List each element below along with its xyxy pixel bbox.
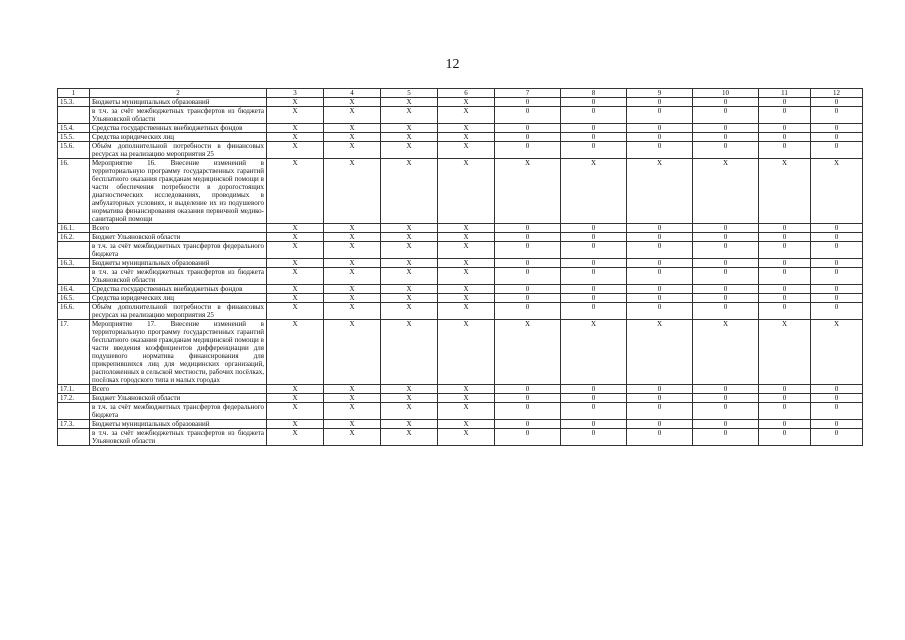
value-cell: 0 — [811, 259, 863, 268]
value-cell: 0 — [759, 133, 811, 142]
value-cell: 0 — [693, 268, 759, 285]
value-cell: X — [267, 394, 324, 403]
row-label: Средства государственных внебюджетных фондов — [90, 285, 267, 294]
header-cell: 7 — [495, 89, 561, 98]
value-cell: 0 — [495, 303, 561, 320]
header-cell: 10 — [693, 89, 759, 98]
value-cell: X — [267, 224, 324, 233]
table-row — [58, 242, 863, 259]
row-number: 17. — [58, 320, 90, 385]
row-number: 17.3. — [58, 420, 90, 429]
value-cell: 0 — [561, 385, 627, 394]
value-cell: X — [267, 133, 324, 142]
value-cell: 0 — [693, 98, 759, 107]
value-cell: 0 — [759, 285, 811, 294]
row-label: Средства юридических лиц — [90, 294, 267, 303]
value-cell: X — [381, 403, 438, 420]
value-cell: X — [438, 429, 495, 446]
value-cell: X — [381, 420, 438, 429]
row-number — [58, 403, 90, 420]
value-cell: 0 — [627, 303, 693, 320]
table-row — [58, 294, 863, 303]
value-cell: 0 — [495, 420, 561, 429]
header-cell: 4 — [324, 89, 381, 98]
value-cell: 0 — [627, 285, 693, 294]
value-cell: X — [811, 159, 863, 224]
row-label: Объём дополнительной потребности в финансовых ресурсах на реализацию мероприятия 25 — [90, 142, 267, 159]
value-cell: 0 — [495, 224, 561, 233]
value-cell: 0 — [495, 142, 561, 159]
header-row — [58, 89, 863, 98]
value-cell: X — [324, 429, 381, 446]
row-number: 17.1. — [58, 385, 90, 394]
table-row — [58, 303, 863, 320]
value-cell: 0 — [759, 107, 811, 124]
value-cell: X — [759, 320, 811, 385]
value-cell: 0 — [759, 303, 811, 320]
value-cell: 0 — [811, 124, 863, 133]
value-cell: X — [381, 268, 438, 285]
value-cell: 0 — [561, 294, 627, 303]
row-number: 15.4. — [58, 124, 90, 133]
row-number: 15.3. — [58, 98, 90, 107]
value-cell: 0 — [627, 242, 693, 259]
value-cell: 0 — [495, 98, 561, 107]
row-label: в т.ч. за счёт межбюджетных трансфертов федерального бюджета — [90, 242, 267, 259]
row-label: Всего — [90, 224, 267, 233]
table-row — [58, 133, 863, 142]
value-cell: X — [324, 142, 381, 159]
value-cell: 0 — [811, 268, 863, 285]
value-cell: X — [324, 242, 381, 259]
value-cell: 0 — [759, 268, 811, 285]
value-cell: 0 — [627, 429, 693, 446]
header-cell: 5 — [381, 89, 438, 98]
row-label: Бюджеты муниципальных образований — [90, 259, 267, 268]
value-cell: 0 — [811, 303, 863, 320]
value-cell: X — [381, 242, 438, 259]
value-cell: 0 — [811, 233, 863, 242]
value-cell: X — [381, 385, 438, 394]
value-cell: 0 — [693, 403, 759, 420]
row-number — [58, 107, 90, 124]
value-cell: X — [267, 242, 324, 259]
value-cell: 0 — [627, 124, 693, 133]
value-cell: 0 — [561, 107, 627, 124]
value-cell: 0 — [693, 233, 759, 242]
value-cell: 0 — [811, 242, 863, 259]
value-cell: 0 — [561, 242, 627, 259]
value-cell: X — [438, 268, 495, 285]
value-cell: X — [267, 107, 324, 124]
row-number: 15.5. — [58, 133, 90, 142]
header-cell: 3 — [267, 89, 324, 98]
value-cell: X — [381, 303, 438, 320]
value-cell: X — [438, 224, 495, 233]
table-row — [58, 224, 863, 233]
value-cell: 0 — [561, 124, 627, 133]
value-cell: X — [267, 294, 324, 303]
value-cell: X — [324, 294, 381, 303]
value-cell: X — [438, 98, 495, 107]
value-cell: X — [267, 98, 324, 107]
row-label: Бюджет Ульяновской области — [90, 233, 267, 242]
value-cell: 0 — [759, 403, 811, 420]
value-cell: X — [381, 429, 438, 446]
row-label: Средства государственных внебюджетных фондов — [90, 124, 267, 133]
value-cell: X — [381, 233, 438, 242]
value-cell: 0 — [561, 233, 627, 242]
table-row — [58, 320, 863, 385]
table-row — [58, 107, 863, 124]
value-cell: 0 — [495, 233, 561, 242]
value-cell: X — [267, 429, 324, 446]
value-cell: X — [267, 385, 324, 394]
budget-table — [57, 88, 863, 446]
row-label: Бюджет Ульяновской области — [90, 394, 267, 403]
value-cell: 0 — [627, 403, 693, 420]
value-cell: X — [438, 142, 495, 159]
value-cell: 0 — [627, 420, 693, 429]
value-cell: 0 — [811, 133, 863, 142]
table-row — [58, 233, 863, 242]
value-cell: 0 — [759, 394, 811, 403]
value-cell: 0 — [759, 98, 811, 107]
value-cell: 0 — [627, 394, 693, 403]
value-cell: X — [438, 259, 495, 268]
value-cell: 0 — [811, 420, 863, 429]
value-cell: X — [381, 320, 438, 385]
value-cell: 0 — [811, 403, 863, 420]
value-cell: X — [381, 394, 438, 403]
value-cell: X — [381, 259, 438, 268]
value-cell: 0 — [627, 98, 693, 107]
value-cell: 0 — [811, 98, 863, 107]
value-cell: 0 — [561, 420, 627, 429]
value-cell: 0 — [811, 385, 863, 394]
value-cell: 0 — [811, 294, 863, 303]
value-cell: X — [267, 320, 324, 385]
value-cell: X — [381, 294, 438, 303]
value-cell: X — [627, 159, 693, 224]
value-cell: 0 — [693, 420, 759, 429]
value-cell: 0 — [627, 142, 693, 159]
row-number: 16.4. — [58, 285, 90, 294]
value-cell: 0 — [693, 294, 759, 303]
value-cell: 0 — [495, 133, 561, 142]
value-cell: X — [561, 320, 627, 385]
header-cell: 1 — [58, 89, 90, 98]
value-cell: X — [324, 385, 381, 394]
row-number — [58, 429, 90, 446]
table-row — [58, 394, 863, 403]
value-cell: X — [324, 268, 381, 285]
value-cell: X — [324, 420, 381, 429]
row-label: Средства юридических лиц — [90, 133, 267, 142]
value-cell: 0 — [495, 294, 561, 303]
row-label: Бюджеты муниципальных образований — [90, 98, 267, 107]
row-number: 16.5. — [58, 294, 90, 303]
row-number: 17.2. — [58, 394, 90, 403]
value-cell: X — [324, 233, 381, 242]
value-cell: 0 — [495, 403, 561, 420]
value-cell: 0 — [627, 259, 693, 268]
value-cell: X — [438, 294, 495, 303]
value-cell: 0 — [759, 294, 811, 303]
row-number: 16.3. — [58, 259, 90, 268]
value-cell: 0 — [561, 133, 627, 142]
table-row — [58, 385, 863, 394]
row-label: в т.ч. за счёт межбюджетных трансфертов федерального бюджета — [90, 403, 267, 420]
table-row — [58, 403, 863, 420]
row-label: Всего — [90, 385, 267, 394]
value-cell: X — [438, 285, 495, 294]
value-cell: 0 — [561, 98, 627, 107]
table-row — [58, 429, 863, 446]
table-row — [58, 259, 863, 268]
value-cell: 0 — [811, 285, 863, 294]
value-cell: 0 — [561, 224, 627, 233]
value-cell: X — [381, 224, 438, 233]
value-cell: 0 — [561, 303, 627, 320]
value-cell: 0 — [759, 385, 811, 394]
value-cell: 0 — [627, 224, 693, 233]
value-cell: X — [324, 394, 381, 403]
value-cell: X — [324, 285, 381, 294]
value-cell: 0 — [495, 385, 561, 394]
table-row — [58, 124, 863, 133]
row-number — [58, 242, 90, 259]
value-cell: 0 — [495, 285, 561, 294]
header-cell: 9 — [627, 89, 693, 98]
row-number: 16.2. — [58, 233, 90, 242]
value-cell: 0 — [495, 259, 561, 268]
value-cell: 0 — [693, 124, 759, 133]
row-label: Мероприятие 17. Внесение изменений в территориальную программу государственных гарантий бесплатного оказания гражданам медицинской помощи в части введения коэффициентов дифференциации для подушевого норматива финансирования для прикрепившихся лиц для медицинских организаций, расположенных в сельской местности, рабочих посёлках, посёлках городского типа и малых городах — [90, 320, 267, 385]
value-cell: X — [267, 403, 324, 420]
value-cell: 0 — [693, 133, 759, 142]
row-label: Мероприятие 16. Внесение изменений в территориальную программу государственных гарантий бесплатного оказания гражданам медицинской помощи в части обеспечения потребности в дорогостоящих диагностических исследованиях, проводимых в амбулаторных условиях, и выделение их из подушевого норматива финансирования оказания первичной медико-санитарной помощи — [90, 159, 267, 224]
value-cell: X — [381, 133, 438, 142]
value-cell: X — [438, 303, 495, 320]
row-number: 16. — [58, 159, 90, 224]
value-cell: 0 — [811, 107, 863, 124]
value-cell: X — [324, 320, 381, 385]
value-cell: 0 — [759, 429, 811, 446]
value-cell: X — [381, 285, 438, 294]
row-label: в т.ч. за счёт межбюджетных трансфертов из бюджета Ульяновской области — [90, 107, 267, 124]
value-cell: 0 — [561, 285, 627, 294]
row-number: 15.6. — [58, 142, 90, 159]
value-cell: 0 — [811, 429, 863, 446]
value-cell: 0 — [693, 385, 759, 394]
value-cell: 0 — [495, 124, 561, 133]
value-cell: X — [495, 320, 561, 385]
value-cell: 0 — [495, 429, 561, 446]
value-cell: 0 — [759, 259, 811, 268]
value-cell: X — [324, 159, 381, 224]
value-cell: 0 — [561, 268, 627, 285]
value-cell: X — [438, 107, 495, 124]
value-cell: 0 — [759, 142, 811, 159]
value-cell: X — [693, 320, 759, 385]
table-row — [58, 285, 863, 294]
table-row — [58, 98, 863, 107]
table-row — [58, 268, 863, 285]
value-cell: X — [324, 107, 381, 124]
value-cell: X — [267, 259, 324, 268]
value-cell: 0 — [495, 394, 561, 403]
value-cell: X — [438, 133, 495, 142]
value-cell: 0 — [759, 224, 811, 233]
value-cell: X — [438, 233, 495, 242]
value-cell: 0 — [495, 107, 561, 124]
value-cell: 0 — [693, 242, 759, 259]
value-cell: X — [381, 159, 438, 224]
value-cell: 0 — [693, 394, 759, 403]
table-row — [58, 159, 863, 224]
value-cell: X — [267, 142, 324, 159]
row-number: 16.6. — [58, 303, 90, 320]
value-cell: X — [381, 107, 438, 124]
value-cell: 0 — [561, 142, 627, 159]
value-cell: X — [324, 133, 381, 142]
value-cell: X — [267, 268, 324, 285]
value-cell: X — [324, 259, 381, 268]
value-cell: 0 — [693, 259, 759, 268]
value-cell: X — [438, 124, 495, 133]
value-cell: X — [811, 320, 863, 385]
value-cell: 0 — [495, 242, 561, 259]
value-cell: X — [381, 124, 438, 133]
value-cell: X — [324, 403, 381, 420]
row-number — [58, 268, 90, 285]
row-label: Бюджеты муниципальных образований — [90, 420, 267, 429]
value-cell: X — [324, 303, 381, 320]
value-cell: X — [438, 420, 495, 429]
value-cell: 0 — [495, 268, 561, 285]
value-cell: X — [381, 98, 438, 107]
value-cell: 0 — [811, 224, 863, 233]
value-cell: 0 — [811, 142, 863, 159]
value-cell: 0 — [693, 107, 759, 124]
value-cell: 0 — [759, 420, 811, 429]
value-cell: X — [324, 124, 381, 133]
value-cell: X — [438, 242, 495, 259]
value-cell: X — [438, 403, 495, 420]
value-cell: 0 — [561, 429, 627, 446]
value-cell: X — [438, 394, 495, 403]
value-cell: X — [267, 420, 324, 429]
row-label: в т.ч. за счёт межбюджетных трансфертов из бюджета Ульяновской области — [90, 268, 267, 285]
header-cell: 8 — [561, 89, 627, 98]
value-cell: 0 — [627, 233, 693, 242]
value-cell: X — [438, 385, 495, 394]
page-number: 12 — [445, 57, 460, 72]
table-body — [58, 89, 863, 446]
value-cell: X — [267, 285, 324, 294]
header-cell: 11 — [759, 89, 811, 98]
value-cell: X — [495, 159, 561, 224]
value-cell: X — [324, 98, 381, 107]
value-cell: X — [267, 303, 324, 320]
value-cell: 0 — [561, 403, 627, 420]
value-cell: X — [438, 320, 495, 385]
value-cell: X — [438, 159, 495, 224]
header-cell: 2 — [90, 89, 267, 98]
table-row — [58, 420, 863, 429]
value-cell: 0 — [627, 385, 693, 394]
value-cell: 0 — [561, 394, 627, 403]
value-cell: 0 — [561, 259, 627, 268]
value-cell: 0 — [759, 242, 811, 259]
value-cell: 0 — [627, 268, 693, 285]
value-cell: 0 — [759, 124, 811, 133]
value-cell: X — [267, 233, 324, 242]
value-cell: 0 — [759, 233, 811, 242]
value-cell: 0 — [693, 224, 759, 233]
value-cell: 0 — [693, 285, 759, 294]
value-cell: 0 — [693, 142, 759, 159]
header-cell: 12 — [811, 89, 863, 98]
value-cell: X — [267, 159, 324, 224]
value-cell: 0 — [693, 303, 759, 320]
header-cell: 6 — [438, 89, 495, 98]
value-cell: X — [324, 224, 381, 233]
value-cell: X — [381, 142, 438, 159]
value-cell: 0 — [693, 429, 759, 446]
value-cell: X — [561, 159, 627, 224]
value-cell: 0 — [627, 133, 693, 142]
value-cell: X — [693, 159, 759, 224]
value-cell: X — [627, 320, 693, 385]
value-cell: 0 — [627, 294, 693, 303]
row-label: в т.ч. за счёт межбюджетных трансфертов из бюджета Ульяновской области — [90, 429, 267, 446]
row-number: 16.1. — [58, 224, 90, 233]
value-cell: 0 — [811, 394, 863, 403]
row-label: Объём дополнительной потребности в финансовых ресурсах на реализацию мероприятия 25 — [90, 303, 267, 320]
value-cell: 0 — [627, 107, 693, 124]
value-cell: X — [267, 124, 324, 133]
value-cell: X — [759, 159, 811, 224]
table-row — [58, 142, 863, 159]
